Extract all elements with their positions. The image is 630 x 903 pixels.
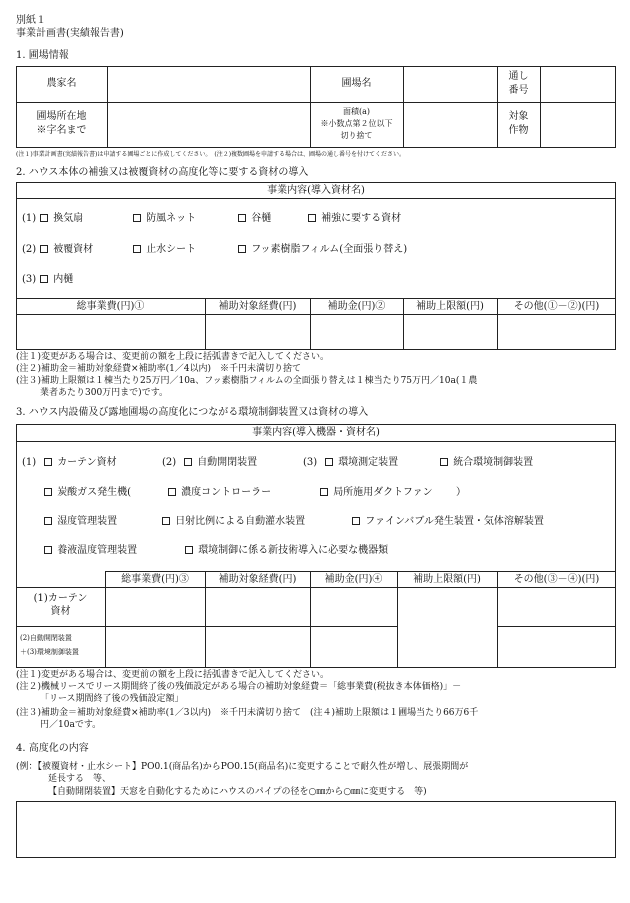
sec3-row1-other-input[interactable] — [501, 591, 612, 622]
sec3-note1: (注１)変更がある場合は、変更前の額を上段に括弧書きで記入してください。 — [16, 670, 330, 680]
sec2-item-valley-gutter[interactable]: 谷樋 — [238, 214, 271, 224]
sec3-col-limit: 補助上限額(円) — [413, 574, 481, 585]
sec3-item-env-sensor[interactable]: 環境測定装置 — [325, 458, 398, 468]
sec3-note3-line1: (注３)補助金＝補助対象経費×補助率(1／3以内) ※千円未満切り捨て (注４)補助上限額は１圃場当たり66万6千 — [16, 708, 479, 718]
sec3-item-integrated-control[interactable]: 統合環境制御装置 — [440, 458, 533, 468]
sec3-item-co2-generator[interactable]: 炭酸ガス発生機( — [44, 488, 131, 498]
crop-field[interactable] — [544, 106, 612, 144]
checkbox-icon[interactable] — [44, 517, 52, 525]
sec3-row2-total-input[interactable] — [109, 630, 201, 664]
sec3-col-other: その他(③－④)(円) — [513, 574, 600, 585]
sec3-row1-label-line2: 資材 — [50, 606, 71, 617]
sec4-heading: 4. 高度化の内容 — [16, 743, 89, 754]
sec2-row3-num: (3) — [22, 274, 37, 285]
sec2-item-reinforcement[interactable]: 補強に要する資材 — [308, 214, 401, 224]
area-field[interactable] — [407, 106, 493, 144]
sec2-col-subsidy: 補助金(円)② — [327, 301, 386, 312]
sec3-note3-line2: 円／10aです。 — [40, 720, 102, 730]
sec2-col-total: 総事業費(円)① — [76, 301, 145, 312]
checkbox-icon[interactable] — [162, 517, 170, 525]
checkbox-icon[interactable] — [308, 214, 316, 222]
sec3-row2-eligible-input[interactable] — [209, 630, 306, 664]
sec3-item-auto-opener[interactable]: 自動開閉装置 — [184, 458, 257, 468]
sec2-limit-input[interactable] — [407, 318, 493, 346]
checkbox-icon[interactable] — [44, 488, 52, 496]
sec3-col-eligible: 補助対象経費(円) — [218, 574, 297, 585]
checkbox-icon[interactable] — [133, 214, 141, 222]
location-field[interactable] — [111, 106, 306, 144]
checkbox-icon[interactable] — [440, 458, 448, 466]
sec3-item-nutrient-temp[interactable]: 養液温度管理装置 — [44, 546, 137, 556]
sec1-note: (注１)事業計画書(実績報告書)は申請する圃場ごとに作成してください。 (注２)複数圃場を申請する場合は、圃場の通し番号を付けてください。 — [16, 151, 406, 158]
sec4-example-line1: (例：【被覆資材・止水シート】PO0.1(商品名)からPO0.15(商品名)に変更することで耐久性が増し、展張期間が — [16, 762, 469, 772]
sec2-item-waterstop-sheet[interactable]: 止水シート — [133, 245, 196, 255]
crop-label-line2: 作物 — [508, 125, 529, 136]
sec3-col-total: 総事業費(円)③ — [121, 574, 189, 585]
sec3-row2-subsidy-input[interactable] — [314, 630, 393, 664]
sec3-table-title: 事業内容(導入機器・資材名) — [252, 427, 380, 438]
serial-label-line1: 通し — [508, 71, 529, 82]
checkbox-icon[interactable] — [44, 458, 52, 466]
sec3-row1-label-line1: (1)カーテン — [33, 593, 88, 604]
field-name-field[interactable] — [407, 70, 493, 98]
sec4-example-line2: 延長する 等、 — [48, 774, 112, 784]
sec3-paren-close: ） — [456, 487, 466, 498]
checkbox-icon[interactable] — [40, 245, 48, 253]
sec3-limit-input[interactable] — [401, 591, 493, 664]
sec1-heading: 1. 圃場情報 — [16, 50, 69, 61]
sec3-item-curtain[interactable]: カーテン資材 — [44, 458, 117, 468]
sec2-note1: (注１)変更がある場合は、変更前の額を上段に括弧書きで記入してください。 — [16, 352, 330, 362]
sec3-note2-line1: (注２)機械リースでリース期間終了後の残価設定がある場合の補助対象経費＝「総事業費(税抜き本体価格)」－ — [16, 682, 462, 692]
sec2-eligible-cost-input[interactable] — [209, 318, 306, 346]
sec3-num-3: (3) — [303, 457, 318, 468]
checkbox-icon[interactable] — [184, 458, 192, 466]
sec3-item-fine-bubble[interactable]: ファインバブル発生装置・気体溶解装置 — [352, 517, 544, 527]
sec3-note2-line2: 「リース期間終了後の残価設定額」 — [40, 694, 184, 704]
sec2-table-title: 事業内容(導入資材名) — [267, 185, 365, 196]
sec2-item-covering[interactable]: 被覆資材 — [40, 245, 93, 255]
sec3-item-new-tech[interactable]: 環境制御に係る新技術導入に必要な機器類 — [185, 546, 388, 556]
sec2-item-ventilation-fan[interactable]: 換気扇 — [40, 214, 83, 224]
checkbox-icon[interactable] — [185, 546, 193, 554]
serial-number-field[interactable] — [544, 70, 612, 98]
sec2-col-limit: 補助上限額(円) — [416, 301, 484, 312]
sec3-num-1: (1) — [22, 457, 37, 468]
crop-label-line1: 対象 — [508, 111, 529, 122]
checkbox-icon[interactable] — [40, 214, 48, 222]
sec2-heading: 2. ハウス本体の補強又は被覆資材の高度化等に要する資材の導入 — [16, 167, 309, 178]
sec2-item-inner-gutter[interactable]: 内樋 — [40, 275, 73, 285]
sec3-item-concentration-controller[interactable]: 濃度コントローラー — [168, 488, 271, 498]
sec2-col-other: その他(①－②)(円) — [513, 301, 600, 312]
field-name-label: 圃場名 — [341, 78, 372, 89]
checkbox-icon[interactable] — [238, 214, 246, 222]
area-label-line1: 面積(a) — [342, 107, 370, 116]
farmer-name-label: 農家名 — [46, 78, 77, 89]
sec2-row1-num: (1) — [22, 213, 37, 224]
serial-label-line2: 番号 — [508, 85, 529, 96]
sec3-heading: 3. ハウス内設備及び露地圃場の高度化につながる環境制御装置又は資材の導入 — [16, 407, 369, 418]
sec2-row2-num: (2) — [22, 244, 37, 255]
checkbox-icon[interactable] — [320, 488, 328, 496]
sec3-item-humidity[interactable]: 湿度管理装置 — [44, 517, 117, 527]
sec2-item-windbreak-net[interactable]: 防風ネット — [133, 214, 196, 224]
sec2-other-input[interactable] — [501, 318, 612, 346]
checkbox-icon[interactable] — [168, 488, 176, 496]
sec3-row2-label-line1: (2)自動開閉装置 — [20, 634, 72, 642]
sec2-note3-line1: (注３)補助上限額は１棟当たり25万円／10a、フッ素樹脂フィルムの全面張り替えは１棟当たり75万円／10a(１農 — [16, 376, 478, 386]
sec3-row1-total-input[interactable] — [109, 591, 201, 622]
sec3-row1-subsidy-input[interactable] — [314, 591, 393, 622]
sec2-total-cost-input[interactable] — [20, 318, 201, 346]
checkbox-icon[interactable] — [238, 245, 246, 253]
sec4-example-line3: 【自動開閉装置】天窓を自動化するためにハウスのパイプの径を○㎜から○㎜に変更する 等) — [48, 787, 427, 797]
checkbox-icon[interactable] — [133, 245, 141, 253]
sec3-row1-eligible-input[interactable] — [209, 591, 306, 622]
sec4-content-textarea[interactable] — [16, 801, 616, 858]
checkbox-icon[interactable] — [44, 546, 52, 554]
sec3-row2-other-input[interactable] — [501, 630, 612, 664]
sec2-note3-line2: 業者あたり300万円まで)です。 — [40, 388, 168, 398]
page-title: 事業計画書(実績報告書) — [16, 28, 124, 39]
checkbox-icon[interactable] — [352, 517, 360, 525]
farmer-name-field[interactable] — [111, 70, 306, 98]
area-label-line3: 切り捨て — [340, 131, 373, 140]
sec2-note2: (注２)補助金＝補助対象経費×補助率(1／4以内) ※千円未満切り捨て — [16, 364, 302, 374]
sec2-item-fluoro-film[interactable]: フッ素樹脂フィルム(全面張り替え) — [238, 245, 407, 255]
sec2-col-eligible: 補助対象経費(円) — [218, 301, 297, 312]
area-label-line2: ※小数点第２位以下 — [320, 119, 393, 128]
sec3-row2-label-line2: ＋(3)環境制御装置 — [20, 648, 79, 656]
sec3-item-solar-irrigation[interactable]: 日射比例による自動灌水装置 — [162, 517, 305, 527]
checkbox-icon[interactable] — [40, 275, 48, 283]
location-label-line1: 圃場所在地 — [36, 111, 87, 122]
sec3-col-subsidy: 補助金(円)④ — [324, 574, 383, 585]
location-label-line2: ※字名まで — [36, 125, 87, 136]
checkbox-icon[interactable] — [325, 458, 333, 466]
sec2-subsidy-input[interactable] — [314, 318, 399, 346]
annex-label: 別紙１ — [16, 15, 46, 26]
sec3-num-2: (2) — [162, 457, 177, 468]
sec3-item-duct-fan[interactable]: 局所施用ダクトファン — [320, 488, 433, 498]
